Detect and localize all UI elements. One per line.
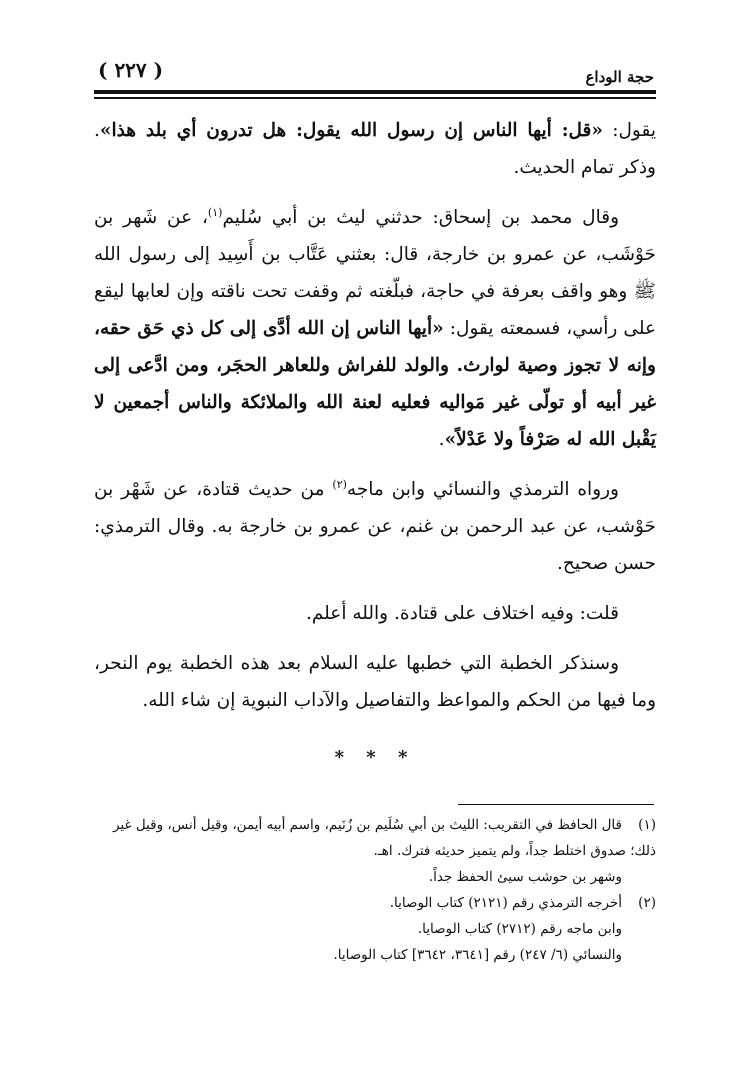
- p2-text-b: ، عن شَهر بن حَوْشَب، عن عمرو بن خارجة، قال: بعثني عَتَّاب بن أَسِيد إلى رسول الله ﷺ وهو واقف بعرفة في حاجة، فبلّغته ثم وقفت تحت ناقته وإن لعابها ليقع على رأسي، فسمعته يقول:: [94, 207, 657, 339]
- footnote-ref-1[interactable]: (١): [207, 205, 223, 219]
- p2-text-c: .: [438, 429, 445, 450]
- paragraph-5: وسنذكر الخطبة التي خطبها عليه السلام بعد هذه الخطبة يوم النحر، وما فيها من الحكم والمواعظ والتفاصيل والآداب النبوية إن شاء الله.: [94, 653, 656, 711]
- footnote-1: [94, 812, 656, 864]
- main-text: [94, 112, 656, 776]
- running-title: حجة الوداع: [585, 68, 654, 86]
- p3-text-a: ورواه الترمذي والنسائي وابن ماجه: [346, 479, 619, 500]
- p1-text-b: . وذكر تمام الحديث.: [94, 120, 656, 178]
- paragraph-3: [94, 471, 656, 582]
- footnote-2-text: أخرجه الترمذي رقم (٢١٢١) كتاب الوصايا.: [389, 895, 622, 911]
- footnote-1-text: قال الحافظ في التقريب: الليث بن أبي سُلَيم بن زُنَيم، واسم أبيه أيمن، وقيل أنس، وقيل غير ذلك؛ صدوق اختلط جداً، ولم يتميز حديثه فترك. اهـ.: [112, 817, 656, 859]
- p3-text-b: من حديث قتادة، عن شَهْر بن حَوْشب، عن عبد الرحمن بن غنم، عن عمرو بن خارجة به. وقال الترمذي: حسن صحيح.: [94, 479, 656, 574]
- footnote-1-label: (١): [638, 817, 656, 833]
- footnote-1-continued: وشهر بن حوشب سيئ الحفظ جداً.: [428, 869, 622, 885]
- paragraph-2: [94, 199, 656, 458]
- footnote-ref-2[interactable]: (٢): [332, 477, 347, 491]
- paragraph-4: قلت: وفيه اختلاف على قتادة. والله أعلم.: [305, 603, 619, 624]
- header-rule-thick: [94, 90, 656, 94]
- paragraph-1: [94, 112, 656, 186]
- footnotes: [94, 812, 656, 968]
- footnote-2-line-2: وابن ماجه رقم (٢٧١٢) كتاب الوصايا.: [417, 921, 622, 937]
- footnote-2-line-3: والنسائي (٦/ ٢٤٧) رقم [٣٦٤١، ٣٦٤٢] كتاب الوصايا.: [333, 947, 622, 963]
- footnote-rule: [458, 804, 654, 805]
- p2-quote: «أيها الناس إن الله أدَّى إلى كل ذي حَق حقه، وإنه لا تجوز وصية لوارث. والولد للفراش وللعاهر الحجَر، ومن ادَّعى إلى غير أبيه أو تولّى غير مَواليه فعليه لعنة الله والملائكة والناس أجمعين لا يَقْبل الله له صَرْفاً ولا عَدْلاً»: [94, 318, 656, 450]
- page-header: [94, 52, 654, 92]
- section-separator: * * *: [334, 747, 416, 768]
- p1-text-a: يقول:: [602, 120, 656, 141]
- header-rule-thin: [94, 97, 656, 99]
- page-number: ( ٢٢٧ ): [98, 58, 164, 82]
- footnote-2-label: (٢): [638, 895, 656, 911]
- footnote-2: [94, 890, 656, 916]
- p1-quote: «قل: أيها الناس إن رسول الله يقول: هل تدرون أي بلد هذا»: [99, 120, 603, 141]
- p2-text-a: وقال محمد بن إسحاق: حدثني ليث بن أبي سُليم: [222, 207, 620, 228]
